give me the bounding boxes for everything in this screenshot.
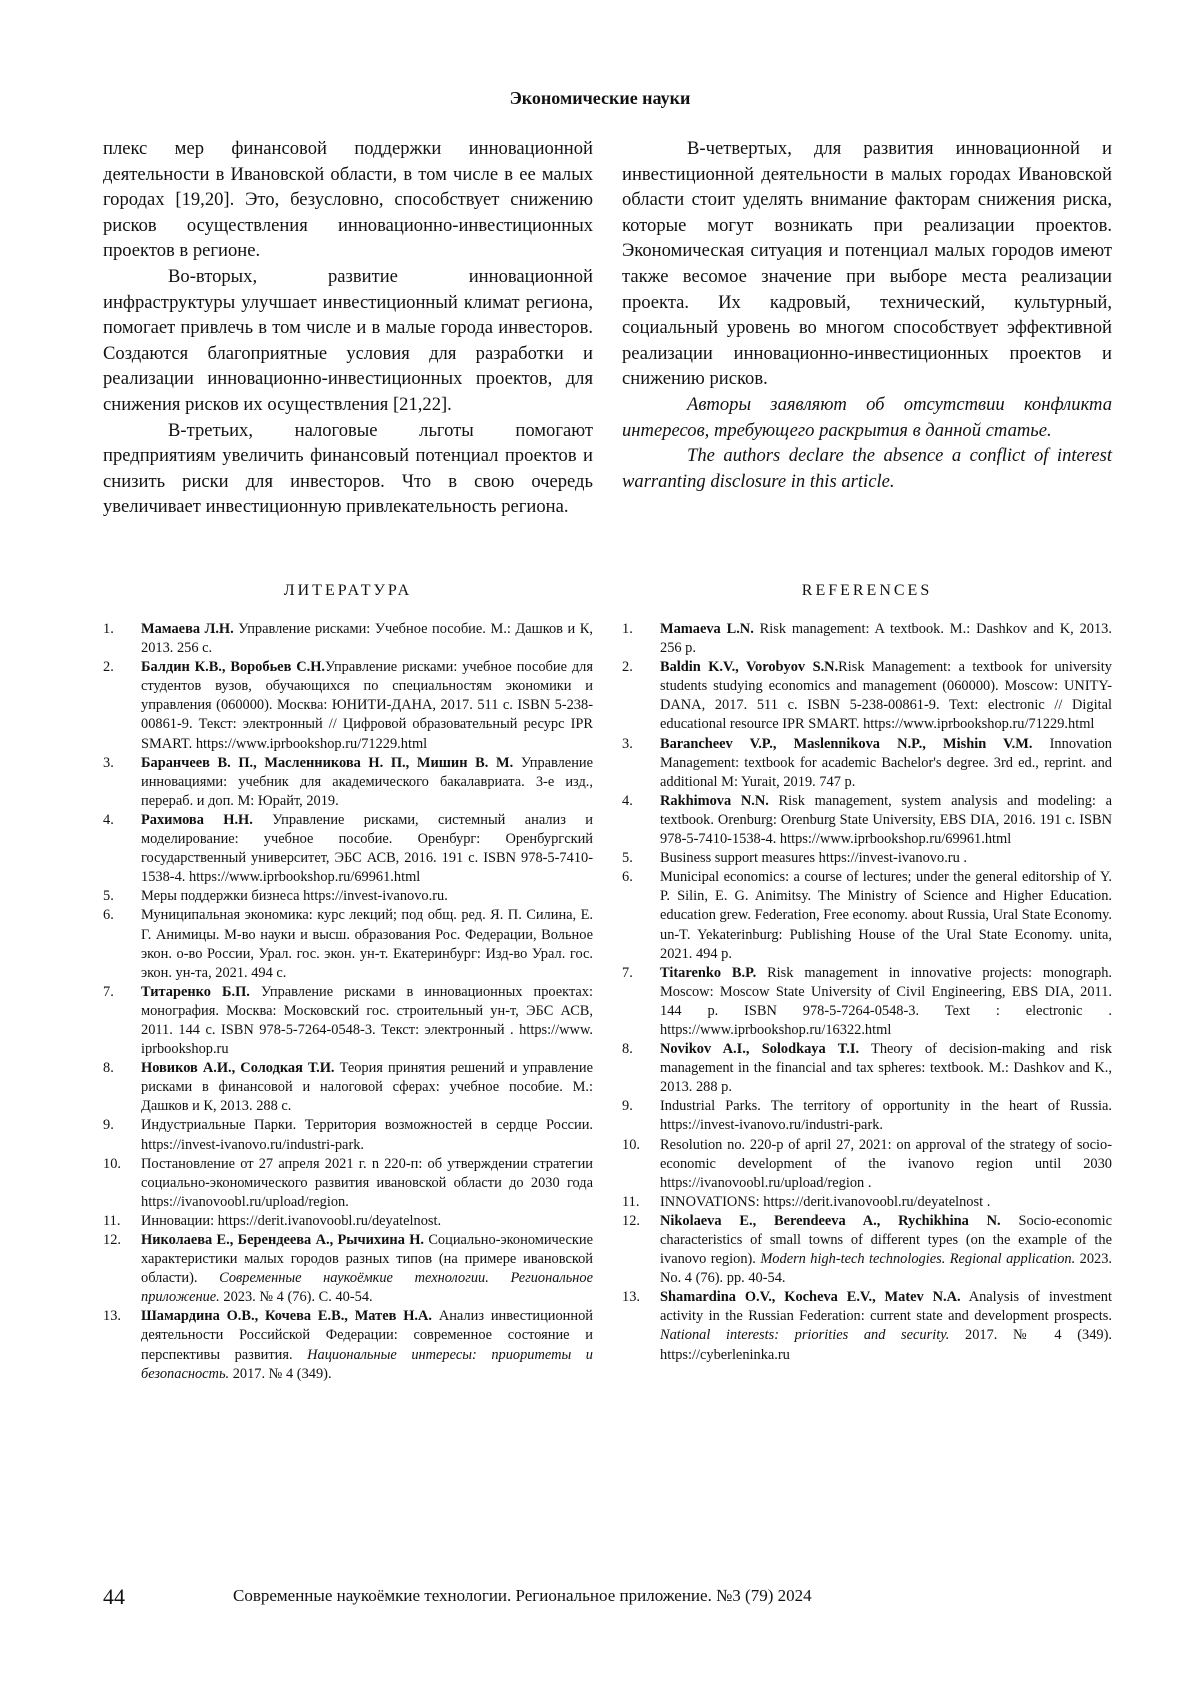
reference-item — [103, 620, 593, 658]
reference-item — [103, 754, 593, 811]
journal-title: Современные наукоёмкие технологии. Региональное приложение. №3 (79) 2024 — [233, 1586, 812, 1605]
reference-number: 7. — [103, 983, 114, 1000]
reference-authors: Баранчеев В. П., Масленникова Н. П., Мишин В. М. — [141, 754, 514, 771]
reference-authors: Titarenko B.P. — [660, 964, 757, 981]
reference-authors: Шамардина О.В., Кочева Е.В., Матев Н.А. — [141, 1308, 432, 1325]
reference-item — [103, 658, 593, 753]
reference-text: Risk Management: a textbook for university students studying economics and management (060000). Moscow: UNITY-DANA, 2017. 511 c. ISBN 5-238-00861-9. Text: electronic // Digital educational resource IPR SMART. https://www.iprbookshop.ru/71229.html — [660, 659, 1112, 733]
references-title-ru: ЛИТЕРАТУРА — [283, 582, 413, 599]
reference-text: Risk management: A textbook. M.: Dashkov and K, 2013. 256 p. — [660, 621, 1112, 657]
reference-text: Социально-экономические характеристики малых городов разных типов (на примере ивановской области). — [141, 1232, 593, 1287]
reference-source: Modern high-tech technologies. Regional application. — [760, 1251, 1076, 1268]
reference-text: Управление рисками, системный анализ и моделирование: учебное пособие. Оренбург: Оренбургский государственный университет, ЭБС АСВ, 2016. 191 c. ISBN 978-5-7410-1538-4. https://www.iprbookshop.ru/69961.html — [141, 811, 593, 886]
reference-number: 6. — [622, 869, 633, 886]
reference-text: Innovation Management: textbook for academic Bachelor's degree. 3rd ed., reprint. and additional M: Yurait, 2019. 747 p. — [660, 735, 1112, 790]
reference-number: 7. — [622, 964, 633, 981]
paragraph: Во-вторых, развитие инновационной инфраструктуры улучшает инвестиционный климат региона, помогает привлечь в том числе и в малые города инвесторов. Создаются благоприятные условия для разработки и реализации инновационно-инвестиционных проектов, для снижения рисков их осуществления [21,22]. — [103, 265, 593, 415]
reference-authors: Rakhimova N.N. — [660, 792, 769, 809]
reference-number: 2. — [103, 659, 114, 676]
reference-text: Theory of decision-making and risk management in the financial and tax spheres: textbook. M.: Dashkov and K., 2013. 288 p. — [660, 1041, 1112, 1096]
left-column — [103, 136, 593, 520]
reference-authors: Рахимова Н.Н. — [141, 811, 253, 828]
reference-number: 11. — [103, 1212, 121, 1229]
reference-item — [622, 1288, 1112, 1364]
reference-number: 10. — [103, 1155, 121, 1172]
reference-text: Инновации: https://derit.ivanovoobl.ru/deyatelnost. — [141, 1212, 442, 1229]
reference-number: 8. — [622, 1041, 633, 1058]
reference-text: Анализ инвестиционной деятельности Российской Федерации: современное состояние и перспективы развития. — [141, 1308, 593, 1363]
reference-text: INNOVATIONS: https://derit.ivanovoobl.ru/deyatelnost . — [660, 1193, 991, 1210]
reference-number: 3. — [103, 754, 114, 771]
reference-authors: Николаева Е., Берендеева А., Рычихина Н. — [141, 1232, 425, 1248]
reference-item — [103, 1059, 593, 1116]
conflict-statement-ru: Авторы заявляют об отсутствии конфликта интересов, требующего раскрытия в данной статье. — [622, 393, 1112, 441]
reference-item — [103, 1307, 593, 1383]
reference-authors: Baldin K.V., Vorobyov S.N. — [660, 659, 839, 676]
reference-text: Меры поддержки бизнеса https://invest-ivanovo.ru. — [141, 888, 448, 905]
reference-item — [622, 964, 1112, 1040]
reference-number: 2. — [622, 659, 633, 676]
reference-item — [622, 735, 1112, 792]
reference-source: Национальные интересы: приоритеты и безопасность. — [141, 1346, 593, 1382]
reference-authors: Shamardina O.V., Kocheva E.V., Matev N.A. — [660, 1289, 961, 1306]
paragraph: плекс мер финансовой поддержки инновационной деятельности в Ивановской области, в том числе в ее малых городах [19,20]. Это, безусловно, способствует снижению рисков осуществления инновационно-инвестиционных проектов в регионе. — [103, 138, 593, 262]
reference-source: National interests: priorities and security. — [660, 1327, 950, 1344]
reference-number: 8. — [103, 1060, 114, 1077]
reference-authors: Novikov A.I., Solodkaya T.I. — [660, 1041, 860, 1058]
right-column — [622, 136, 1112, 494]
reference-text: Управление рисками: учебное пособие для студентов вузов, обучающихся по специальностям экономики и управления (060000). Москва: ЮНИТИ-ДАНА, 2017. 511 c. ISBN 5-238-00861-9. Текст: электронный // Цифровой образовательный ресурс IPR SMART. https://www.iprbookshop.ru/71229.html — [141, 659, 593, 752]
reference-item — [103, 1231, 593, 1307]
reference-item — [103, 983, 593, 1059]
reference-item — [622, 620, 1112, 658]
references-list-en — [622, 620, 1112, 1365]
reference-number: 13. — [622, 1289, 640, 1306]
paragraph: В-четвертых, для развития инновационной и инвестиционной деятельности в малых городах Ивановской области стоит уделять внимание факторам снижения риска, которые могут возникать при реализации проектов. Экономическая ситуация и потенциал малых городов имеют также весомое значение при выборе места реализации проекта. Их кадровый, технический, культурный, социальный уровень во многом способствует эффективной реализации инновационно-инвестиционных проектов и снижению рисков. — [622, 138, 1112, 390]
reference-details: 2017. № 4 (349). — [229, 1365, 332, 1382]
reference-item — [622, 1212, 1112, 1288]
reference-item — [622, 1097, 1112, 1135]
reference-text: Resolution no. 220-p of april 27, 2021: on approval of the strategy of socio-economic development of the ivanovo region until 2030 https://ivanovoobl.ru/upload/region . — [660, 1136, 1112, 1191]
reference-item — [622, 1136, 1112, 1193]
references-list-ru — [103, 620, 593, 1384]
reference-text: Индустриальные Парки. Территория возможностей в сердце России. https://invest-ivanovo.ru/industri-park. — [141, 1117, 593, 1153]
references-title-en: REFERENCES — [801, 582, 933, 599]
reference-authors: Nikolaeva E., Berendeeva A., Rychikhina N. — [660, 1212, 1001, 1229]
reference-text: Управление рисками: Учебное пособие. М.: Дашков и К, 2013. 256 с. — [141, 621, 593, 657]
reference-number: 1. — [103, 621, 114, 637]
reference-item — [103, 811, 593, 887]
reference-item — [622, 658, 1112, 734]
reference-item — [622, 1193, 1112, 1212]
reference-text: Municipal economics: a course of lectures; under the general editorship of Y. P. Silin, E. G. Animitsy. The Ministry of Science and Higher Education. education grew. Federation, Free economy. about Russia, Ural State Economy. un-T. Yekaterinburg: Publishing House of the Ural State Economy. unita, 2021. 494 p. — [660, 869, 1112, 962]
reference-details: 2017. № 4 (349). https://cyberleninka.ru — [660, 1327, 1112, 1363]
reference-authors: Мамаева Л.Н. — [141, 621, 234, 637]
reference-text: Socio-economic characteristics of small towns of different types (on the example of the ivanovo region). — [660, 1212, 1112, 1268]
reference-text: Risk management in innovative projects: monograph. Moscow: Moscow State University of Civil Engineering, EBS DIA, 2011. 144 p. ISBN 978-5-7264-0548-3. Text : electronic . https://www.iprbookshop.ru/16322.html — [660, 964, 1112, 1038]
reference-text: Business support measures https://invest-ivanovo.ru . — [660, 850, 967, 867]
reference-number: 4. — [103, 811, 114, 828]
page-number: 44 — [103, 1584, 125, 1609]
reference-text: Analysis of investment activity in the Russian Federation: current state and development prospects. — [660, 1289, 1112, 1325]
reference-item — [622, 849, 1112, 868]
reference-number: 12. — [622, 1212, 640, 1229]
reference-number: 9. — [103, 1117, 114, 1134]
reference-item — [103, 1116, 593, 1154]
reference-number: 1. — [622, 621, 633, 637]
reference-item — [103, 1155, 593, 1212]
reference-number: 9. — [622, 1098, 633, 1115]
paragraph: В-третьих, налоговые льготы помогают предприятиям увеличить финансовый потенциал проектов и снизить риски для инвесторов. Что в свою очередь увеличивает инвестиционную привлекательность региона. — [103, 419, 593, 518]
reference-text: Управление рисками в инновационных проектах: монография. Москва: Московский гос. строительный ун-т, ЭБС АСВ, 2011. 144 c. ISBN 978-5-7264-0548-3. Текст: электронный . https://www. iprbookshop.ru — [141, 983, 593, 1058]
reference-number: 5. — [103, 888, 114, 905]
reference-details: 2023. No. 4 (76). pp. 40-54. — [660, 1251, 1113, 1287]
reference-text: Risk management, system analysis and modeling: a textbook. Orenburg: Orenburg State University, EBS DIA, 2016. 191 c. ISBN 978-5-7410-1538-4. https://www.iprbookshop.ru/69961.html — [660, 792, 1112, 848]
reference-number: 4. — [622, 792, 633, 809]
reference-authors: Новиков А.И., Солодкая Т.И. — [141, 1060, 335, 1077]
reference-text: Industrial Parks. The territory of opportunity in the heart of Russia. https://invest-ivanovo.ru/industri-park. — [660, 1098, 1112, 1134]
reference-source: Современные наукоёмкие технологии. Региональное приложение. — [141, 1270, 593, 1306]
reference-item — [103, 1212, 593, 1231]
reference-number: 5. — [622, 850, 633, 867]
reference-item — [622, 792, 1112, 849]
reference-authors: Балдин К.В., Воробьев С.Н. — [141, 659, 326, 676]
reference-authors: Mamaeva L.N. — [660, 621, 754, 637]
reference-item — [622, 1040, 1112, 1097]
reference-authors: Barancheev V.P., Maslennikova N.P., Mishin V.M. — [660, 735, 1033, 752]
reference-number: 12. — [103, 1232, 121, 1248]
reference-number: 6. — [103, 907, 114, 924]
reference-item — [622, 868, 1112, 963]
reference-text: Постановление от 27 апреля 2021 г. n 220-п: об утверждении стратегии социально-экономического развития ивановской области до 2030 года https://ivanovoobl.ru/upload/region. — [141, 1155, 593, 1210]
reference-authors: Титаренко Б.П. — [141, 983, 250, 1000]
reference-text: Управление инновациями: учебник для академического бакалавриата. 3-е изд., перераб. и доп. М: Юрайт, 2019. — [141, 754, 593, 809]
reference-number: 13. — [103, 1308, 121, 1325]
reference-number: 10. — [622, 1136, 640, 1153]
reference-text: Муниципальная экономика: курс лекций; под общ. ред. Я. П. Силина, Е. Г. Анимицы. М-во науки и высш. образования Рос. Федерации, Вольное экон. о-во России, Урал. гос. экон. ун-т. Екатеринбург: Изд-во Урал. гос. экон. ун-та, 2021. 494 с. — [141, 907, 593, 981]
reference-text: Теория принятия решений и управление рисками в финансовой и налоговой сферах: учебное пособие. М.: Дашков и К, 2013. 288 с. — [141, 1060, 594, 1115]
reference-number: 3. — [622, 735, 633, 752]
reference-item — [103, 906, 593, 982]
section-header: Экономические науки — [509, 88, 691, 108]
conflict-statement-en: The authors declare the absence a conflict of interest warranting disclosure in this article. — [622, 445, 1112, 492]
reference-number: 11. — [622, 1193, 640, 1210]
reference-details: 2023. № 4 (76). С. 40-54. — [219, 1289, 373, 1306]
reference-item — [103, 887, 593, 906]
